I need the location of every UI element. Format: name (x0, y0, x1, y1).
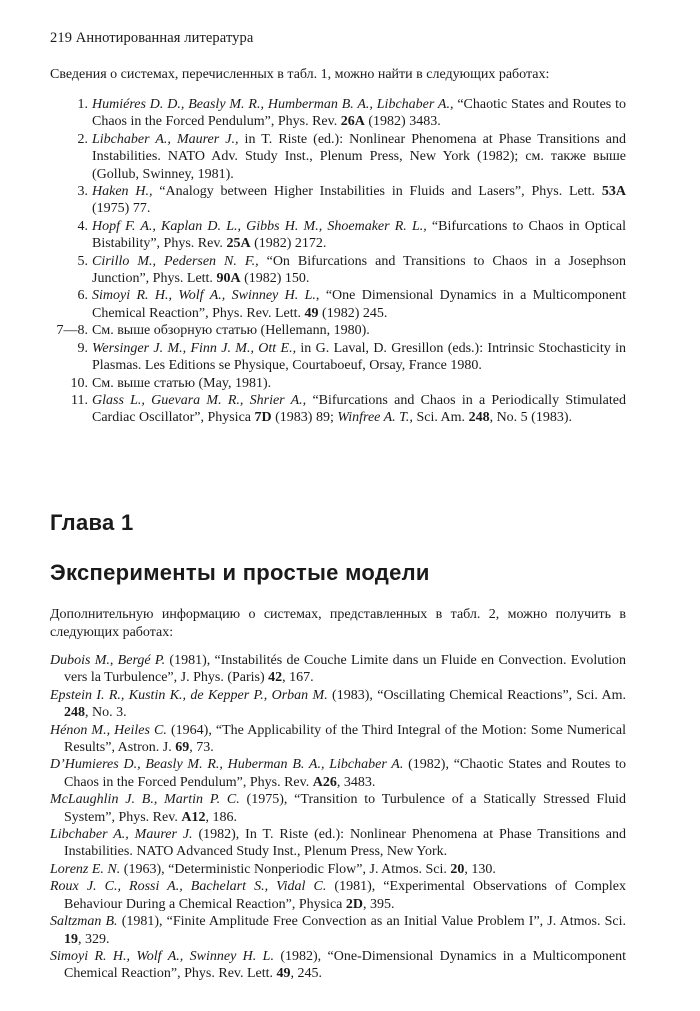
reference-item: 9. Wersinger J. M., Finn J. M., Ott E., in G. Laval, D. Gresillon (eds.): Intrinsic Stochasticity in Plasmas. Les Editions se Physique, Courtaboeuf, Orsay, France 1980. (77, 340, 626, 374)
chapter-label: Глава 1 (50, 510, 134, 535)
reference-item: Hénon M., Heiles C. (1964), “The Applicability of the Third Integral of the Motion: Some Numerical Results”, Astron. J. 69, 73. (50, 722, 626, 756)
running-head: 219 Аннотированная литература (50, 30, 254, 46)
reference-item: 5. Cirillo M., Pedersen N. F., “On Bifurcations and Transitions to Chaos in a Josephson Junction”, Phys. Lett. 90A (1982) 150. (77, 253, 627, 287)
reference-item: 3. Haken H., “Analogy between Higher Instabilities in Fluids and Lasers”, Phys. Lett. 53A (1975) 77. (77, 184, 626, 217)
reference-item: Lorenz E. N. (1963), “Deterministic Nonperiodic Flow”, J. Atmos. Sci. 20, 130. (50, 861, 496, 877)
reference-item: Saltzman B. (1981), “Finite Amplitude Free Convection as an Initial Value Problem I”, J. Atmos. Sci. 19, 329. (50, 914, 626, 947)
reference-item: Simoyi R. H., Wolf A., Swinney H. L. (1982), “One-Dimensional Dynamics in a Multicomponent Chemical Reaction”, Phys. Rev. Lett. 49, 245. (50, 948, 627, 982)
reference-list-2 (50, 652, 626, 983)
reference-item: Dubois M., Bergé P. (1981), “Instabilités de Couche Limite dans un Fluide en Convection. Evolution vers la Turbulence”, J. Phys. (Paris) 42, 167. (50, 653, 627, 686)
reference-item: 10. См. выше статью (May, 1981). (70, 375, 272, 391)
reference-item: Roux J. C., Rossi A., Bachelart S., Vidal C. (1981), “Experimental Observations of Complex Behaviour During a Chemical Reaction”, Physica 2D, 395. (50, 879, 627, 912)
reference-item: McLaughlin J. B., Martin P. C. (1975), “Transition to Turbulence of a Statically Stressed Fluid System”, Phys. Rev. A12, 186. (50, 792, 626, 825)
chapter-title: Эксперименты и простые модели (50, 560, 430, 585)
reference-item: 2. Libchaber A., Maurer J., in T. Riste (ed.): Nonlinear Phenomena at Phase Transitions and Instabilities. NATO Adv. Study Inst., Plenum Press, New York (1982); см. также выше (Gollub, Swinney, 1981). (77, 131, 626, 182)
reference-item: 6. Simoyi R. H., Wolf A., Swinney H. L., “One Dimensional Dynamics in a Multicomponent Chemical Reaction”, Phys. Rev. Lett. 49 (1982) 245. (77, 288, 626, 321)
intro-paragraph-1: Сведения о системах, перечисленных в табл. 1, можно найти в следующих работах: (50, 67, 550, 82)
reference-item: D’Humieres D., Beasly M. R., Huberman B. A., Libchaber A. (1982), “Chaotic States and Routes to Chaos in the Forced Pendulum”, Phys. Rev. A26, 3483. (50, 757, 626, 790)
reference-item: 11. Glass L., Guevara M. R., Shrier A., “Bifurcations and Chaos in a Periodically Stimulated Cardiac Oscillator”, Physica 7D (1983) 89; Winfree A. T., Sci. Am. 248, No. 5 (1983). (71, 392, 626, 426)
reference-item: 7—8. См. выше обзорную статью (Hellemann, 1980). (56, 323, 370, 339)
reference-item: Libchaber A., Maurer J. (1982), In T. Riste (ed.): Nonlinear Phenomena at Phase Transitions and Instabilities. NATO Advanced Study Inst., Plenum Press, New York. (50, 827, 626, 860)
reference-list-1 (50, 96, 626, 427)
reference-item: 1. Humiéres D. D., Beasly M. R., Humberman B. A., Libchaber A., “Chaotic States and Routes to Chaos in the Forced Pendulum”, Phys. Rev. 26A (1982) 3483. (77, 97, 626, 130)
intro-paragraph-2: Дополнительную информацию о системах, представленных в табл. 2, можно получить в следующих работах: (50, 607, 626, 640)
reference-item: Epstein I. R., Kustin K., de Kepper P., Orban M. (1983), “Oscillating Chemical Reactions”, Sci. Am. 248, No. 3. (50, 687, 626, 721)
reference-item: 4. Hopf F. A., Kaplan D. L., Gibbs H. M., Shoemaker R. L., “Bifurcations to Chaos in Optical Bistability”, Phys. Rev. 25A (1982) 2172. (77, 218, 626, 252)
